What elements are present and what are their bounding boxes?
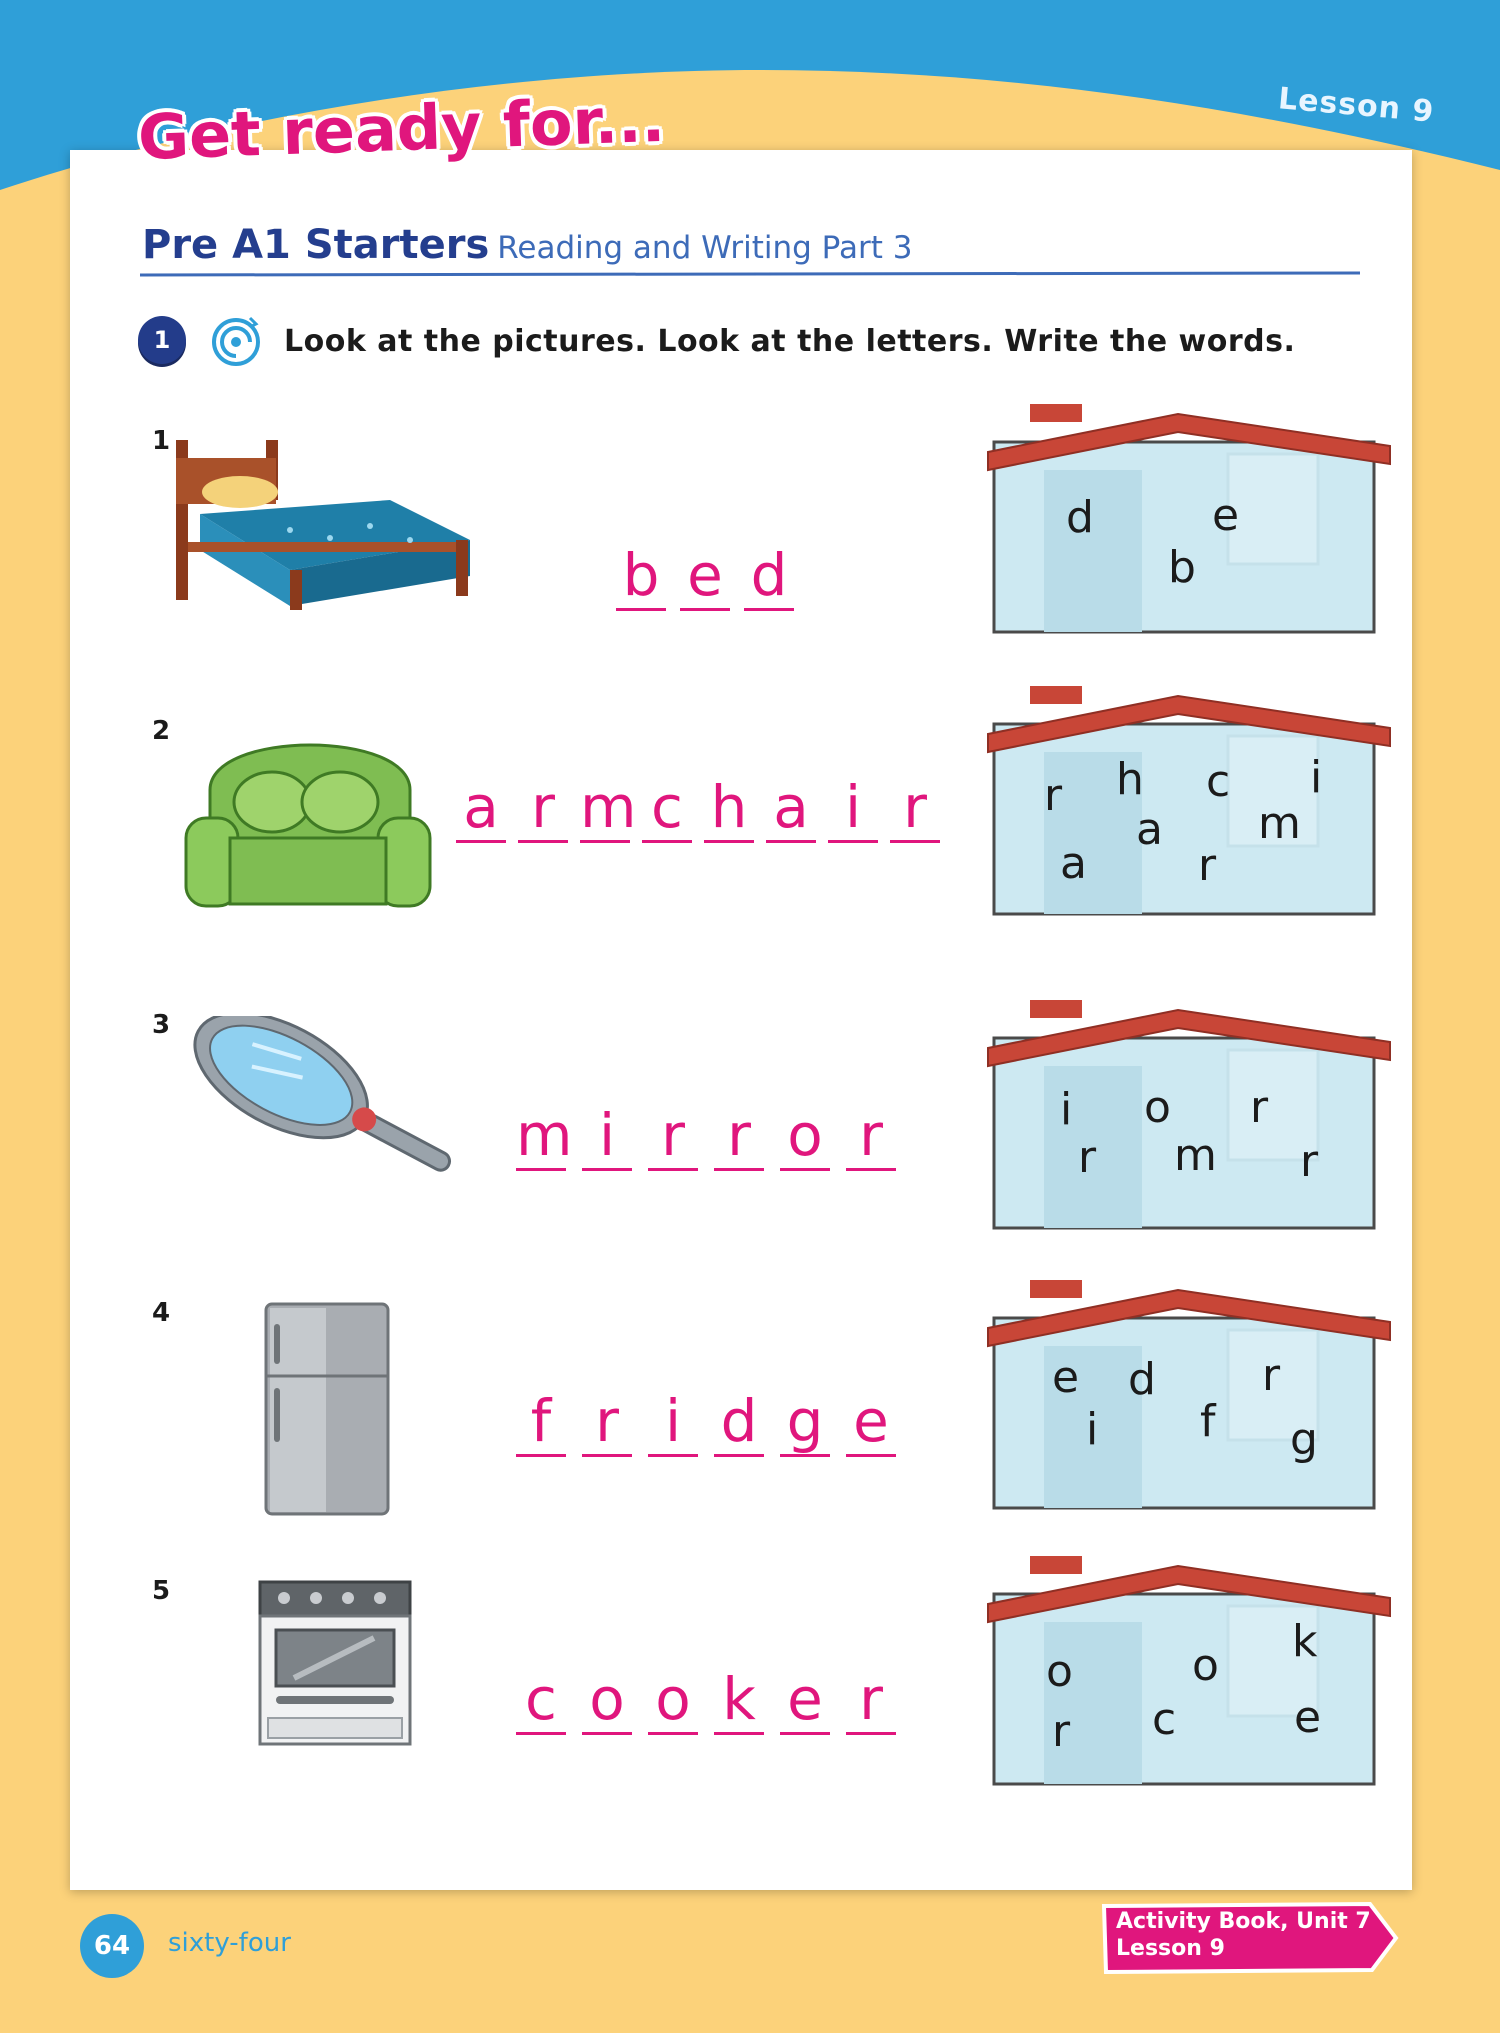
letter-house-4 xyxy=(960,1266,1396,1516)
letter-house-1 xyxy=(960,390,1396,640)
bed-icon xyxy=(170,430,480,610)
exam-part: Reading and Writing Part 3 xyxy=(497,230,913,266)
armchair-icon xyxy=(180,720,436,920)
answer-letter[interactable]: e xyxy=(680,542,730,611)
house-letter: a xyxy=(1136,804,1163,855)
item-number: 1 xyxy=(152,426,171,456)
answer-letter[interactable]: r xyxy=(890,774,940,843)
house-letter: d xyxy=(1128,1354,1156,1405)
house-letter: k xyxy=(1292,1616,1318,1667)
house-letter: r xyxy=(1262,1350,1281,1401)
answer-letter[interactable]: r xyxy=(846,1666,896,1735)
answer-letter[interactable]: f xyxy=(516,1388,566,1457)
answer-letter[interactable]: r xyxy=(582,1388,632,1457)
house-letter: e xyxy=(1212,490,1240,541)
house-letter: i xyxy=(1086,1404,1099,1455)
answer-letter[interactable]: r xyxy=(714,1102,764,1171)
exam-heading xyxy=(142,222,912,268)
letter-house-5 xyxy=(960,1542,1396,1792)
exam-level: Pre A1 Starters xyxy=(142,222,490,268)
answer-line-3 xyxy=(516,1102,896,1171)
activity-book-label xyxy=(1116,1908,1371,1962)
answer-letter[interactable]: d xyxy=(744,542,794,611)
house-letter: o xyxy=(1144,1082,1171,1133)
badge-line-1: Activity Book, Unit 7 xyxy=(1116,1909,1371,1934)
answer-letter[interactable]: o xyxy=(648,1666,698,1735)
answer-line-2 xyxy=(456,774,940,843)
answer-letter[interactable]: h xyxy=(704,774,754,843)
answer-letter[interactable]: o xyxy=(780,1102,830,1171)
house-icon xyxy=(960,672,1396,922)
fridge-icon xyxy=(262,1302,392,1520)
house-icon xyxy=(960,1542,1396,1792)
answer-letter[interactable]: i xyxy=(828,774,878,843)
house-letter: b xyxy=(1168,542,1196,593)
answer-letter[interactable]: a xyxy=(456,774,506,843)
house-letter: e xyxy=(1052,1352,1080,1403)
page-number: 64 xyxy=(80,1914,144,1978)
answer-line-4 xyxy=(516,1388,896,1457)
house-letter: o xyxy=(1046,1646,1073,1697)
mirror-icon xyxy=(180,1016,460,1186)
house-letter: i xyxy=(1310,752,1323,803)
exercise-item-3 xyxy=(0,990,1500,1250)
answer-line-5 xyxy=(516,1666,896,1735)
heading-rule xyxy=(140,270,1360,278)
answer-letter[interactable]: r xyxy=(846,1102,896,1171)
answer-letter[interactable]: m xyxy=(580,773,637,841)
exercise-number: 1 xyxy=(138,316,186,364)
house-icon xyxy=(960,1266,1396,1516)
house-letter: r xyxy=(1052,1706,1071,1757)
instruction-text: Look at the pictures. Look at the letters. Write the words. xyxy=(284,324,1296,359)
house-letter: m xyxy=(1174,1130,1217,1181)
lesson-label: Lesson 9 xyxy=(1276,81,1436,130)
answer-letter[interactable]: g xyxy=(780,1388,830,1457)
answer-letter[interactable]: a xyxy=(766,774,816,843)
cooker-icon xyxy=(254,1578,414,1748)
answer-letter[interactable]: m xyxy=(516,1101,573,1169)
letter-house-2 xyxy=(960,672,1396,922)
badge-line-2: Lesson 9 xyxy=(1116,1936,1225,1961)
activity-book-link[interactable] xyxy=(1100,1900,1400,1974)
answer-letter[interactable]: e xyxy=(780,1666,830,1735)
instruction-row xyxy=(138,312,1338,368)
answer-letter[interactable]: o xyxy=(582,1666,632,1735)
house-letter: g xyxy=(1290,1414,1318,1465)
answer-letter[interactable]: c xyxy=(642,774,692,843)
spiral-icon xyxy=(208,312,268,368)
house-letter: e xyxy=(1294,1692,1322,1743)
answer-letter[interactable]: d xyxy=(714,1388,764,1457)
house-letter: a xyxy=(1060,838,1087,889)
house-letter: c xyxy=(1206,756,1231,807)
answer-line-1 xyxy=(616,542,794,611)
exercise-item-5 xyxy=(0,1550,1500,1810)
house-letter: r xyxy=(1078,1132,1097,1183)
answer-letter[interactable]: e xyxy=(846,1388,896,1457)
exercise-item-2 xyxy=(0,670,1500,930)
item-number: 3 xyxy=(152,1010,171,1040)
exercise-item-4 xyxy=(0,1272,1500,1532)
house-icon xyxy=(960,986,1396,1236)
house-letter: d xyxy=(1066,492,1094,543)
item-number: 4 xyxy=(152,1298,171,1328)
answer-letter[interactable]: i xyxy=(648,1388,698,1457)
house-letter: f xyxy=(1200,1396,1216,1447)
page-number-words: sixty-four xyxy=(168,1928,291,1958)
house-letter: r xyxy=(1250,1082,1269,1133)
item-number: 5 xyxy=(152,1576,171,1606)
house-letter: c xyxy=(1152,1694,1177,1745)
page-title: Get ready for... xyxy=(136,82,667,175)
house-icon xyxy=(960,390,1396,640)
answer-letter[interactable]: c xyxy=(516,1666,566,1735)
item-number: 2 xyxy=(152,716,171,746)
house-letter: h xyxy=(1116,754,1144,805)
answer-letter[interactable]: b xyxy=(616,542,666,611)
answer-letter[interactable]: k xyxy=(714,1666,764,1735)
exercise-item-1 xyxy=(0,390,1500,650)
answer-letter[interactable]: i xyxy=(582,1102,632,1171)
letter-house-3 xyxy=(960,986,1396,1236)
house-letter: r xyxy=(1198,840,1217,891)
house-letter: o xyxy=(1192,1640,1219,1691)
house-letter: m xyxy=(1258,798,1301,849)
house-letter: r xyxy=(1044,770,1063,821)
answer-letter[interactable]: r xyxy=(518,774,568,843)
answer-letter[interactable]: r xyxy=(648,1102,698,1171)
house-letter: i xyxy=(1060,1084,1073,1135)
house-letter: r xyxy=(1300,1136,1319,1187)
